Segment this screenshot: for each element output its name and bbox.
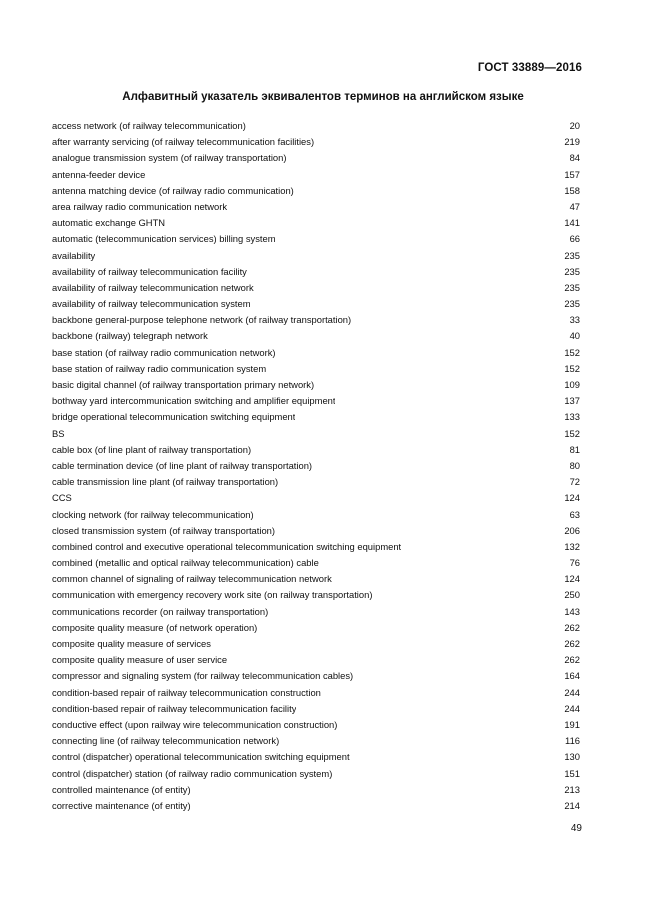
index-entry-page: 214 [564, 799, 580, 811]
index-entry-term: conductive effect (upon railway wire telecommunication construction) [52, 718, 338, 730]
index-entry-term: base station of railway radio communication system [52, 362, 267, 374]
index-entry-term: analogue transmission system (of railway transportation) [52, 152, 287, 164]
index-entry-page: 141 [564, 217, 580, 229]
index-entry-page: 152 [564, 362, 580, 374]
index-entry-term: composite quality measure (of network operation) [52, 621, 258, 633]
index-entry [52, 393, 580, 409]
index-entry-term: availability of railway telecommunication system [52, 298, 251, 310]
index-entry-term: condition-based repair of railway telecommunication construction [52, 686, 321, 698]
index-entry-term: common channel of signaling of railway telecommunication network [52, 573, 332, 585]
index-entry-page: 219 [564, 136, 580, 148]
index-entry-term: closed transmission system (of railway transportation) [52, 524, 275, 536]
index-entry [52, 150, 580, 166]
index-entry-term: CCS [52, 492, 72, 504]
index-entry-term: compressor and signaling system (for railway telecommunication cables) [52, 670, 354, 682]
index-entry-page: 262 [564, 621, 580, 633]
index-entry-term: control (dispatcher) operational telecommunication switching equipment [52, 751, 350, 763]
index-entry-page: 84 [569, 152, 580, 164]
index-entry-page: 235 [564, 298, 580, 310]
index-entry [52, 523, 580, 539]
index-entry-term: basic digital channel (of railway transportation primary network) [52, 379, 315, 390]
index-entry [52, 280, 580, 296]
index-entry [52, 507, 580, 523]
index-entry-page: 262 [564, 654, 580, 666]
index-entry-page: 80 [569, 459, 580, 471]
index-entry-page: 81 [569, 443, 580, 455]
index-entry [52, 490, 580, 506]
index-entry [52, 361, 580, 377]
index-entry-term: BS [52, 427, 65, 439]
index-entry-page: 158 [564, 184, 580, 196]
index-entry-page: 143 [564, 605, 580, 617]
index-entry [52, 377, 580, 393]
index-entry-term: backbone general-purpose telephone network (of railway transportation) [52, 314, 352, 326]
index-entry-term: base station (of railway radio communication network) [52, 346, 276, 358]
index-title: Алфавитный указатель эквивалентов терминов на английском языке [122, 91, 524, 103]
index-entry-page: 47 [569, 200, 580, 212]
index-entry-term: condition-based repair of railway telecommunication facility [52, 702, 297, 714]
index-entry [52, 571, 580, 587]
index-entry-page: 244 [564, 702, 580, 714]
index-entry [52, 215, 580, 231]
index-entry-term: automatic (telecommunication services) billing system [52, 233, 276, 245]
index-entry [52, 458, 580, 474]
index-entry-term: corrective maintenance (of entity) [52, 799, 191, 811]
document-code-header: ГОСТ 33889—2016 [477, 62, 582, 74]
index-entry-term: cable transmission line plant (of railway transportation) [52, 476, 279, 488]
index-entry-page: 206 [564, 524, 580, 536]
index-entry [52, 620, 580, 636]
index-entry-term: controlled maintenance (of entity) [52, 783, 191, 795]
index-entry-page: 213 [564, 783, 580, 795]
index-entry [52, 798, 580, 814]
index-entry-term: combined control and executive operational telecommunication switching equipment [52, 540, 402, 552]
index-entry-page: 235 [564, 281, 580, 293]
index-entry [52, 555, 580, 571]
index-entry-page: 191 [564, 718, 580, 730]
index-entry-page: 244 [564, 686, 580, 698]
index-entry-page: 72 [569, 476, 580, 488]
index-entry-term: connecting line (of railway telecommunication network) [52, 735, 280, 747]
index-entry [52, 749, 580, 765]
index-entry-page: 250 [564, 589, 580, 601]
page-number: 49 [570, 823, 582, 834]
index-entry-page: 124 [564, 573, 580, 585]
index-entry [52, 345, 580, 361]
index-entry-term: after warranty servicing (of railway telecommunication facilities) [52, 136, 315, 148]
index-entry-page: 63 [569, 508, 580, 520]
index-entry [52, 328, 580, 344]
index-entry [52, 636, 580, 652]
index-entry-page: 124 [564, 492, 580, 504]
index-entry-term: automatic exchange GHTN [52, 217, 166, 229]
index-entry [52, 782, 580, 798]
index-entry-page: 40 [569, 330, 580, 342]
index-entry-term: cable termination device (of line plant of railway transportation) [52, 459, 313, 471]
index-entry [52, 668, 580, 684]
index-entry-page: 33 [569, 314, 580, 326]
index-entry [52, 701, 580, 717]
index-entry-term: communications recorder (on railway transportation) [52, 605, 269, 617]
index-entry-term: communication with emergency recovery work site (on railway transportation) [52, 589, 373, 601]
index-entry-page: 109 [564, 379, 580, 390]
index-entry-term: cable box (of line plant of railway transportation) [52, 443, 252, 455]
index-entry-term: clocking network (for railway telecommunication) [52, 508, 254, 520]
index-entry [52, 474, 580, 490]
index-entry-term: composite quality measure of services [52, 638, 211, 649]
index-entry [52, 733, 580, 749]
index-entry [52, 199, 580, 215]
index-entry-term: access network (of railway telecommunication) [52, 120, 246, 131]
index-entry [52, 264, 580, 280]
index-entry-page: 116 [565, 735, 580, 747]
index-entry-term: combined (metallic and optical railway telecommunication) cable [52, 557, 319, 569]
index-entry [52, 766, 580, 782]
index-entry [52, 539, 580, 555]
index-entry [52, 183, 580, 199]
index-entry-page: 157 [564, 168, 580, 180]
index-entry-page: 66 [569, 233, 580, 245]
index-entry-term: area railway radio communication network [52, 200, 228, 212]
index-entry-term: availability of railway telecommunication facility [52, 265, 247, 277]
index-entry-term: backbone (railway) telegraph network [52, 330, 208, 342]
index-entry-term: availability of railway telecommunication network [52, 281, 254, 293]
index-entry-page: 137 [564, 395, 580, 407]
index-entry-page: 130 [564, 751, 580, 763]
term-index-list [52, 118, 580, 814]
index-entry-term: antenna-feeder device [52, 168, 146, 180]
index-entry [52, 312, 580, 328]
index-entry-page: 76 [569, 557, 580, 569]
index-entry [52, 652, 580, 668]
index-entry [52, 134, 580, 150]
index-entry [52, 296, 580, 312]
index-entry-page: 235 [564, 265, 580, 277]
index-entry [52, 231, 580, 247]
index-entry-term: control (dispatcher) station (of railway radio communication system) [52, 767, 333, 779]
index-entry [52, 587, 580, 603]
index-entry-term: antenna matching device (of railway radio communication) [52, 184, 294, 196]
index-entry-term: bridge operational telecommunication switching equipment [52, 411, 296, 423]
index-entry [52, 118, 580, 134]
index-entry [52, 442, 580, 458]
index-entry-term: bothway yard intercommunication switching and amplifier equipment [52, 395, 336, 407]
index-entry-page: 262 [564, 638, 580, 649]
index-entry-page: 164 [564, 670, 580, 682]
index-entry [52, 409, 580, 425]
index-entry [52, 604, 580, 620]
index-entry-page: 132 [564, 540, 580, 552]
index-entry-page: 151 [564, 767, 580, 779]
index-entry-page: 152 [564, 427, 580, 439]
index-entry-page: 152 [564, 346, 580, 358]
index-entry-term: composite quality measure of user service [52, 654, 228, 666]
index-entry [52, 717, 580, 733]
index-entry-page: 235 [564, 249, 580, 261]
index-entry [52, 248, 580, 264]
index-entry-term: availability [52, 249, 96, 261]
index-entry-page: 20 [569, 120, 580, 131]
index-entry [52, 685, 580, 701]
index-entry [52, 426, 580, 442]
index-entry-page: 133 [564, 411, 580, 423]
index-entry [52, 167, 580, 183]
